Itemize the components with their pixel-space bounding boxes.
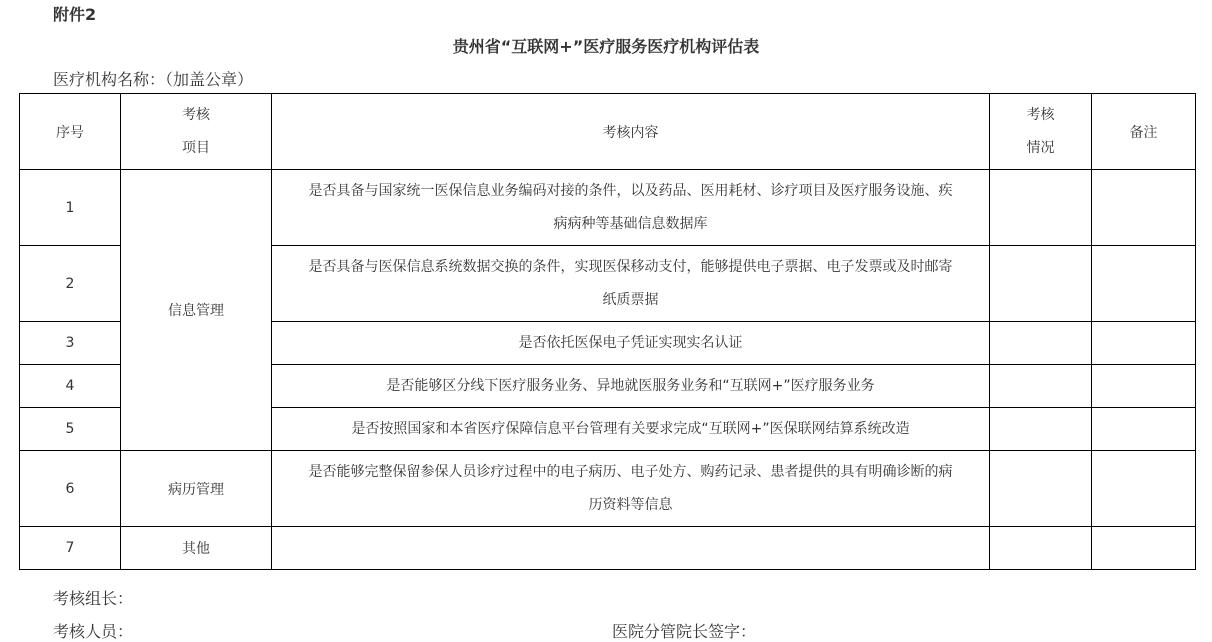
table-row bbox=[20, 451, 1196, 527]
header-status bbox=[990, 94, 1092, 170]
row-content-line2: 历资料等信息 bbox=[588, 496, 673, 513]
attachment-label: 附件2 bbox=[53, 5, 97, 24]
row-content-line1: 是否具备与医保信息系统数据交换的条件，实现医保移动支付，能够提供电子票据、电子发票或及时邮寄 bbox=[308, 258, 953, 275]
row-status-cell bbox=[990, 170, 1092, 246]
row-no: 2 bbox=[20, 246, 121, 322]
row-content-line2: 纸质票据 bbox=[602, 291, 659, 308]
row-content-line1: 是否具备与国家统一医保信息业务编码对接的条件，以及药品、医用耗材、诊疗项目及医疗服务设施、疾 bbox=[308, 182, 953, 199]
row-no: 4 bbox=[20, 365, 121, 408]
row-status-cell bbox=[990, 322, 1092, 365]
row-content bbox=[272, 527, 990, 570]
members-label: 考核人员： bbox=[53, 622, 134, 641]
row-remark-cell bbox=[1092, 246, 1196, 322]
row-no: 3 bbox=[20, 322, 121, 365]
row-status-cell bbox=[990, 365, 1092, 408]
row-remark-cell bbox=[1092, 527, 1196, 570]
header-item bbox=[121, 94, 272, 170]
row-content bbox=[272, 451, 990, 527]
header-content: 考核内容 bbox=[272, 94, 990, 170]
group-other: 其他 bbox=[121, 527, 272, 570]
row-no: 5 bbox=[20, 408, 121, 451]
row-content: 是否按照国家和本省医疗保障信息平台管理有关要求完成“互联网+”医保联网结算系统改造 bbox=[272, 408, 990, 451]
row-status-cell bbox=[990, 451, 1092, 527]
header-status-line2: 情况 bbox=[1026, 139, 1055, 156]
row-remark-cell bbox=[1092, 322, 1196, 365]
row-no: 1 bbox=[20, 170, 121, 246]
evaluation-table bbox=[19, 93, 1196, 570]
organization-label: 医疗机构名称：（加盖公章） bbox=[53, 70, 254, 89]
row-remark-cell bbox=[1092, 408, 1196, 451]
row-remark-cell bbox=[1092, 170, 1196, 246]
row-status-cell bbox=[990, 246, 1092, 322]
header-status-line1: 考核 bbox=[1026, 106, 1055, 123]
row-no: 7 bbox=[20, 527, 121, 570]
page-title: 贵州省“互联网+”医疗服务医疗机构评估表 bbox=[452, 37, 760, 56]
group-records: 病历管理 bbox=[121, 451, 272, 527]
row-remark-cell bbox=[1092, 365, 1196, 408]
row-content: 是否能够区分线下医疗服务业务、异地就医服务业务和“互联网+”医疗服务业务 bbox=[272, 365, 990, 408]
row-content-line2: 病病种等基础信息数据库 bbox=[553, 215, 708, 232]
row-content bbox=[272, 246, 990, 322]
header-item-line2: 项目 bbox=[182, 139, 210, 156]
header-remark: 备注 bbox=[1092, 94, 1196, 170]
row-status-cell bbox=[990, 527, 1092, 570]
table-row bbox=[20, 527, 1196, 570]
header-item-line1: 考核 bbox=[182, 106, 210, 123]
row-content-line1: 是否能够完整保留参保人员诊疗过程中的电子病历、电子处方、购药记录、患者提供的具有明确诊断的病 bbox=[308, 463, 953, 480]
row-content: 是否依托医保电子凭证实现实名认证 bbox=[272, 322, 990, 365]
row-no: 6 bbox=[20, 451, 121, 527]
row-remark-cell bbox=[1092, 451, 1196, 527]
header-no: 序号 bbox=[20, 94, 121, 170]
row-content bbox=[272, 170, 990, 246]
leader-label: 考核组长： bbox=[53, 589, 134, 608]
group-info: 信息管理 bbox=[121, 170, 272, 451]
table-row bbox=[20, 170, 1196, 246]
row-status-cell bbox=[990, 408, 1092, 451]
table-header-row bbox=[20, 94, 1196, 170]
sign-label: 医院分管院长签字： bbox=[612, 622, 757, 641]
